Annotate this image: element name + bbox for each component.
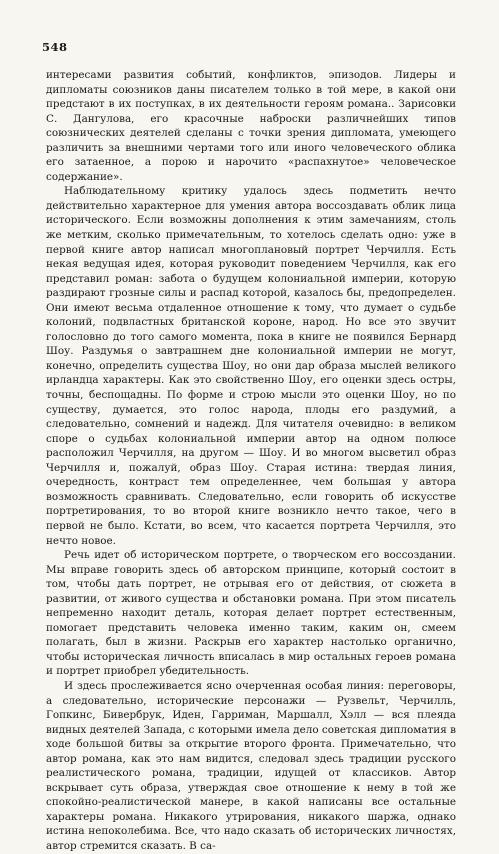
paragraph: Наблюдательному критику удалось здесь подметить нечто действительно характерное для умения автора воссоздавать облик лица исторического. Если возможны дополнения к этим замечаниям, столь же метким, сколько примечательным, то хотелось сделать одно: уже в первой книге автор написал многоплановый портрет Черчилля. Есть некая ведущая идея, которая руководит поведением Черчилля, как его представил роман: забота о будущем колониальной империи, которую раздирают грозные силы и распад которой, казалось бы, предопределен. Они имеют весьма отдаленное отношение к тому, что думает о судьбе колоний, подвластных британской короне, народ. Но все это звучит голословно до того самого момента, пока в книге не появился Бернард Шоу. Раздумья о завтрашнем дне колониальной империи не могут, конечно, определить существа Шоу, но они дар образа мыслей великого ирландца характеры. Как это свойственно Шоу, его оценки здесь остры, точны, беспощадны. По форме и строю мысли это оценки Шоу, но по существу, думается, это голос народа, плоды его раздумий, а следовательно, сомнений и надежд. Для читателя очевидно: в великом споре о судьбах колониальной империи автор на одном полюсе расположил Черчилля, на другом — Шоу. И во многом высветил образ Черчилля и, пожалуй, образ Шоу. Старая истина: твердая линия, очередность, контраст тем определеннее, чем большая у автора возможность сравнивать. Следовательно, если говорить об искусстве портретирования, то во второй книге возникло нечто такое, чего в первой не было. Кстати, во всем, что касается портрета Черчилля, это нечто новое. [46,185,456,547]
body-text [46,68,456,854]
page-number: 548 [42,40,68,54]
paragraph: И здесь прослеживается ясно очерченная особая линия: переговоры, а следовательно, исторические персонажи — Рузвельт, Черчилль, Гопкинс, Бивербрук, Иден, Гарриман, Маршалл, Хэлл — вся плеяда видных деятелей Запада, с которыми имела дело советская дипломатия в ходе большой битвы за открытие второго фронта. Примечательно, что автор романа, как это нам видится, следовал здесь традиции русского реалистического романа, традиции, идущей от классиков. Автор вскрывает суть образа, утверждая свое отношение к нему в той же спокойно-реалистической манере, в какой написаны все остальные характеры романа. Никакого утрирования, никакого шаржа, однако истина непоколебима. Все, что надо сказать об исторических личностях, автор стремится сказать. В са- [46,679,456,852]
paragraph: Речь идет об историческом портрете, о творческом его воссоздании. Мы вправе говорить здесь об авторском принципе, который состоит в том, чтобы дать портрет, не отрывая его от действия, от сюжета в развитии, от живого существа и обстановки романа. При этом писатель непременно находит деталь, которая делает портрет естественным, помогает представить человека именно таким, каким он, смеем полагать, был в жизни. Раскрыв его характер настолько органично, чтобы историческая личность вписалась в мир остальных героев романа и портрет приобрел убедительность. [46,549,456,678]
paragraph: интересами развития событий, конфликтов, эпизодов. Лидеры и дипломаты союзников даны писателем только в той мере, в какой они предстают в их поступках, в их деятельности героям романа.. Зарисовки С. Дангулова, его красочные наброски различнейших типов союзнических деятелей сделаны с точки зрения дипломата, умеющего различить за внешними чертами того или иного человеческого облика его затаенное, а порою и нарочито «распахнутое» человеческое содержание». [46,69,456,183]
